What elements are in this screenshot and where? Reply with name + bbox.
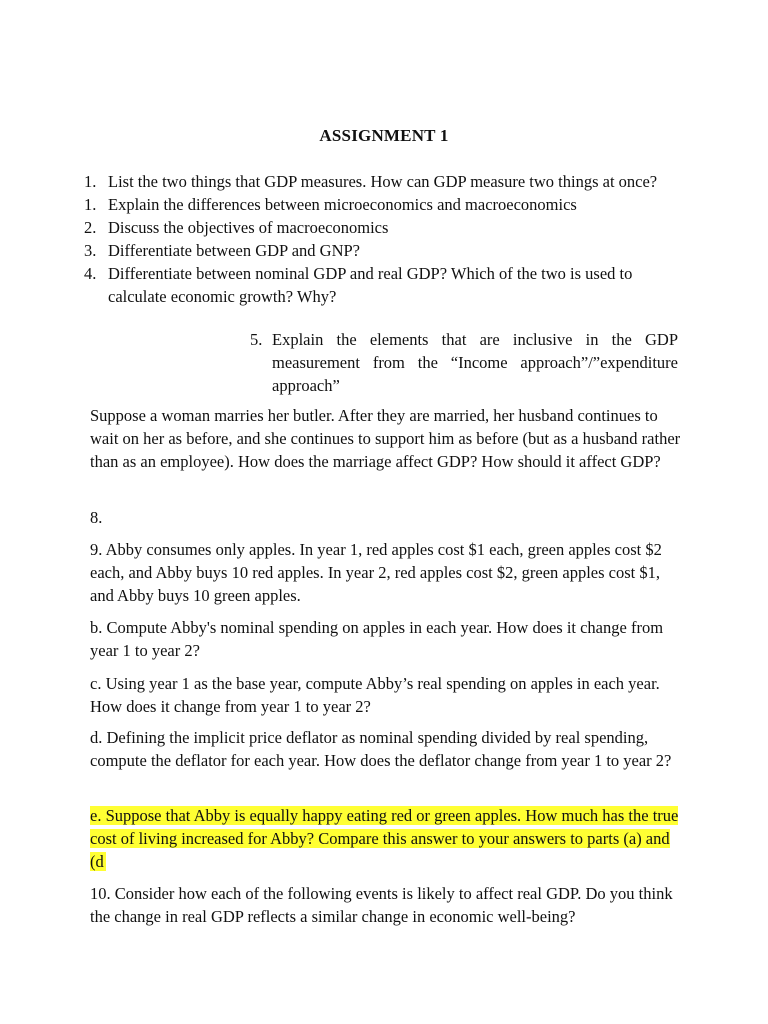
- list-item: [84, 239, 684, 262]
- part-e-highlighted: [90, 804, 686, 873]
- question-8: 8.: [90, 508, 103, 527]
- list-text: Differentiate between GDP and GNP?: [108, 241, 361, 260]
- part-d: d. Defining the implicit price deflator as nominal spending divided by real spending, compute the deflator for each year. How does the deflator change from year 1 to year 2?: [90, 728, 672, 770]
- list-number: 5.: [250, 330, 263, 349]
- list-item: [84, 216, 684, 239]
- list-text: Explain the differences between microeconomics and macroeconomics: [108, 195, 577, 214]
- part-b: b. Compute Abby's nominal spending on apples in each year. How does it change from year 1 to year 2?: [90, 618, 664, 660]
- list-number: 3.: [84, 241, 97, 260]
- list-text: Explain the elements that are inclusive in the GDP measurement from the “Income approach”/”expenditure approach”: [272, 330, 678, 395]
- list-item-indented: [250, 328, 678, 397]
- assignment-title: ASSIGNMENT 1: [319, 126, 449, 145]
- highlighted-text: e. Suppose that Abby is equally happy eating red or green apples. How much has the true cost of living increased for Abby? Compare this answer to your answers to parts (a) and (d: [90, 806, 679, 871]
- list-text: Discuss the objectives of macroeconomics: [108, 218, 389, 237]
- list-item: [84, 170, 684, 193]
- question-9: 9. Abby consumes only apples. In year 1, red apples cost $1 each, green apples cost $2 each, and Abby buys 10 red apples. In year 2, red apples cost $2, green apples cost $1, and Abby buys 10 green apples.: [90, 540, 662, 605]
- list-number: 2.: [84, 218, 97, 237]
- butler-paragraph: Suppose a woman marries her butler. After they are married, her husband continues to wait on her as before, and she continues to support him as before (but as a husband rather than as an employee). How does the marriage affect GDP? How should it affect GDP?: [90, 406, 681, 471]
- list-number: 1.: [84, 172, 97, 191]
- list-number: 4.: [84, 264, 97, 283]
- list-number: 1.: [84, 195, 97, 214]
- list-text: Differentiate between nominal GDP and real GDP? Which of the two is used to calculate economic growth? Why?: [108, 264, 633, 306]
- list-text: List the two things that GDP measures. How can GDP measure two things at once?: [108, 172, 658, 191]
- part-c: c. Using year 1 as the base year, compute Abby’s real spending on apples in each year. How does it change from year 1 to year 2?: [90, 674, 660, 716]
- list-item: [84, 193, 684, 216]
- question-10: 10. Consider how each of the following events is likely to affect real GDP. Do you think the change in real GDP reflects a similar change in economic well-being?: [90, 884, 673, 926]
- list-item: [84, 262, 684, 308]
- question-list: [84, 170, 684, 308]
